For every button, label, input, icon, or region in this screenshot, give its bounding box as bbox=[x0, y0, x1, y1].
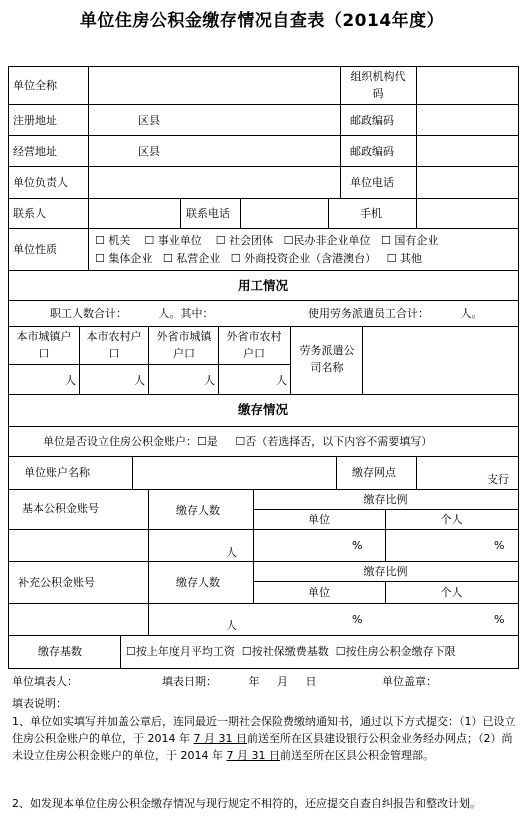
label-unit-supp: 单位 bbox=[308, 586, 330, 599]
col-city-rural: 本市农村户口 bbox=[86, 330, 142, 360]
label-op-addr: 经营地址 bbox=[13, 145, 57, 158]
basic-person: 人 bbox=[226, 546, 237, 559]
checkbox[interactable]: ☐ bbox=[241, 645, 252, 658]
checkbox[interactable]: ☐ bbox=[215, 234, 226, 247]
label-fill-date: 填表日期： 年 月 日 bbox=[162, 675, 317, 688]
notes-item-2: 2、如发现本单位住房公积金缴存情况与现行规定不相符的，还应提交自查自纠报告和整改计划。 bbox=[12, 797, 481, 810]
label-unit-phone: 单位电话 bbox=[350, 176, 394, 189]
label-unit-nature: 单位性质 bbox=[13, 243, 57, 256]
label-reg-postcode: 邮政编码 bbox=[350, 114, 394, 127]
basic-individual-percent: % bbox=[494, 539, 505, 552]
option-label: 外商投资企业（含港澳台） bbox=[244, 252, 377, 265]
branch-suffix: 支行 bbox=[487, 473, 509, 486]
label-mobile: 手机 bbox=[360, 207, 382, 220]
op-district: 区县 bbox=[138, 145, 160, 158]
label-count-supp: 缴存人数 bbox=[176, 576, 220, 589]
label-contact-phone: 联系电话 bbox=[186, 207, 230, 220]
checkbox[interactable]: ☐ bbox=[126, 645, 136, 658]
checkbox[interactable]: ☐ bbox=[95, 234, 105, 247]
checkbox[interactable]: ☐ bbox=[381, 234, 391, 247]
option-label: 机关 bbox=[108, 234, 131, 247]
checkbox[interactable]: ☐ bbox=[283, 234, 294, 247]
section-deposit: 缴存情况 bbox=[237, 402, 288, 417]
has-account-row: 单位是否设立住房公积金账户：☐是 ☐否（若选择否，以下内容不需要填写） bbox=[43, 435, 433, 448]
label-seal: 单位盖章： bbox=[382, 675, 437, 688]
label-org-code: 组织机构代码 bbox=[350, 70, 406, 100]
checkbox[interactable]: ☐ bbox=[230, 252, 241, 265]
label-op-postcode: 邮政编码 bbox=[350, 145, 394, 158]
col-other-rural: 外省市农村户口 bbox=[226, 330, 282, 360]
notes-item-1: 1、单位如实填写并加盖公章后，连同最近一期社会保险费缴纳通知书，通过以下方式提交：（1）已设立住房公积金账户的单位，于 2014 年 7 月 31 日前送至所在区县建设银行公积金业务经办网点；（2）尚未设立住房公积金账户的单位，于 2014 年 7 月 31 日前送至所在区县公积金管理部。 bbox=[12, 715, 516, 762]
label-filler: 单位填表人： bbox=[12, 675, 78, 688]
notes-heading: 填表说明： bbox=[12, 697, 67, 710]
label-contact: 联系人 bbox=[13, 207, 46, 220]
unit-person-1: 人 bbox=[65, 374, 76, 387]
option-label: 国有企业 bbox=[394, 234, 439, 247]
label-reg-addr: 注册地址 bbox=[13, 114, 57, 127]
checkbox[interactable]: ☐ bbox=[386, 252, 397, 265]
label-supp-account: 补充公积金账号 bbox=[18, 576, 95, 589]
supp-individual-percent: % bbox=[494, 613, 505, 626]
unit-person-4: 人 bbox=[276, 374, 287, 387]
label-dispatch-company: 劳务派遣公司名称 bbox=[299, 344, 355, 374]
unit-person-3: 人 bbox=[204, 374, 215, 387]
col-other-urban: 外省市城镇户口 bbox=[156, 330, 212, 360]
label-dispatch-total: 使用劳务派遣员工合计： 人。 bbox=[308, 307, 483, 320]
reg-district: 区县 bbox=[138, 114, 160, 127]
nature-options-row-2 bbox=[95, 251, 422, 266]
label-ratio-supp: 缴存比例 bbox=[363, 565, 408, 578]
label-account-name: 单位账户名称 bbox=[24, 466, 90, 479]
checkbox[interactable]: ☐ bbox=[95, 252, 105, 265]
label-individual-supp: 个人 bbox=[440, 586, 463, 599]
checkbox[interactable]: ☐ bbox=[335, 645, 346, 658]
option-label: 其他 bbox=[400, 252, 422, 265]
form-title: 单位住房公积金缴存情况自查表（2014年度） bbox=[79, 11, 445, 31]
section-employment: 用工情况 bbox=[237, 278, 288, 293]
label-unit-basic: 单位 bbox=[308, 513, 330, 526]
basic-unit-percent: % bbox=[352, 539, 363, 552]
option-label: 社会团体 bbox=[229, 234, 274, 247]
option-label: 事业单位 bbox=[157, 234, 202, 247]
col-city-urban: 本市城镇户口 bbox=[16, 330, 72, 360]
checkbox[interactable]: ☐ bbox=[197, 435, 207, 448]
label-individual-basic: 个人 bbox=[440, 513, 463, 526]
label-unit-head: 单位负责人 bbox=[13, 176, 68, 189]
label-count-basic: 缴存人数 bbox=[176, 504, 220, 517]
checkbox[interactable]: ☐ bbox=[162, 252, 173, 265]
checkbox[interactable]: ☐ bbox=[235, 435, 246, 448]
label-unit-name: 单位全称 bbox=[13, 79, 57, 92]
nature-options-row-1 bbox=[95, 233, 438, 248]
label-ratio-basic: 缴存比例 bbox=[363, 493, 408, 506]
checkbox[interactable]: ☐ bbox=[144, 234, 155, 247]
unit-person-2: 人 bbox=[134, 374, 145, 387]
unit-name-field[interactable] bbox=[90, 68, 339, 103]
label-deposit-base: 缴存基数 bbox=[38, 645, 82, 658]
option-label: 民办非企业单位 bbox=[293, 234, 371, 247]
label-staff-total: 职工人数合计： 人。其中： bbox=[50, 307, 214, 320]
label-branch: 缴存网点 bbox=[352, 466, 396, 479]
supp-unit-percent: % bbox=[352, 613, 363, 626]
base-options: ☐按上年度月平均工资 ☐按社保缴费基数 ☐按住房公积金缴存下限 bbox=[126, 645, 456, 658]
supp-person: 人 bbox=[226, 619, 237, 632]
option-label: 集体企业 bbox=[108, 252, 153, 265]
label-basic-account: 基本公积金账号 bbox=[22, 502, 99, 515]
option-label: 私营企业 bbox=[176, 252, 221, 265]
